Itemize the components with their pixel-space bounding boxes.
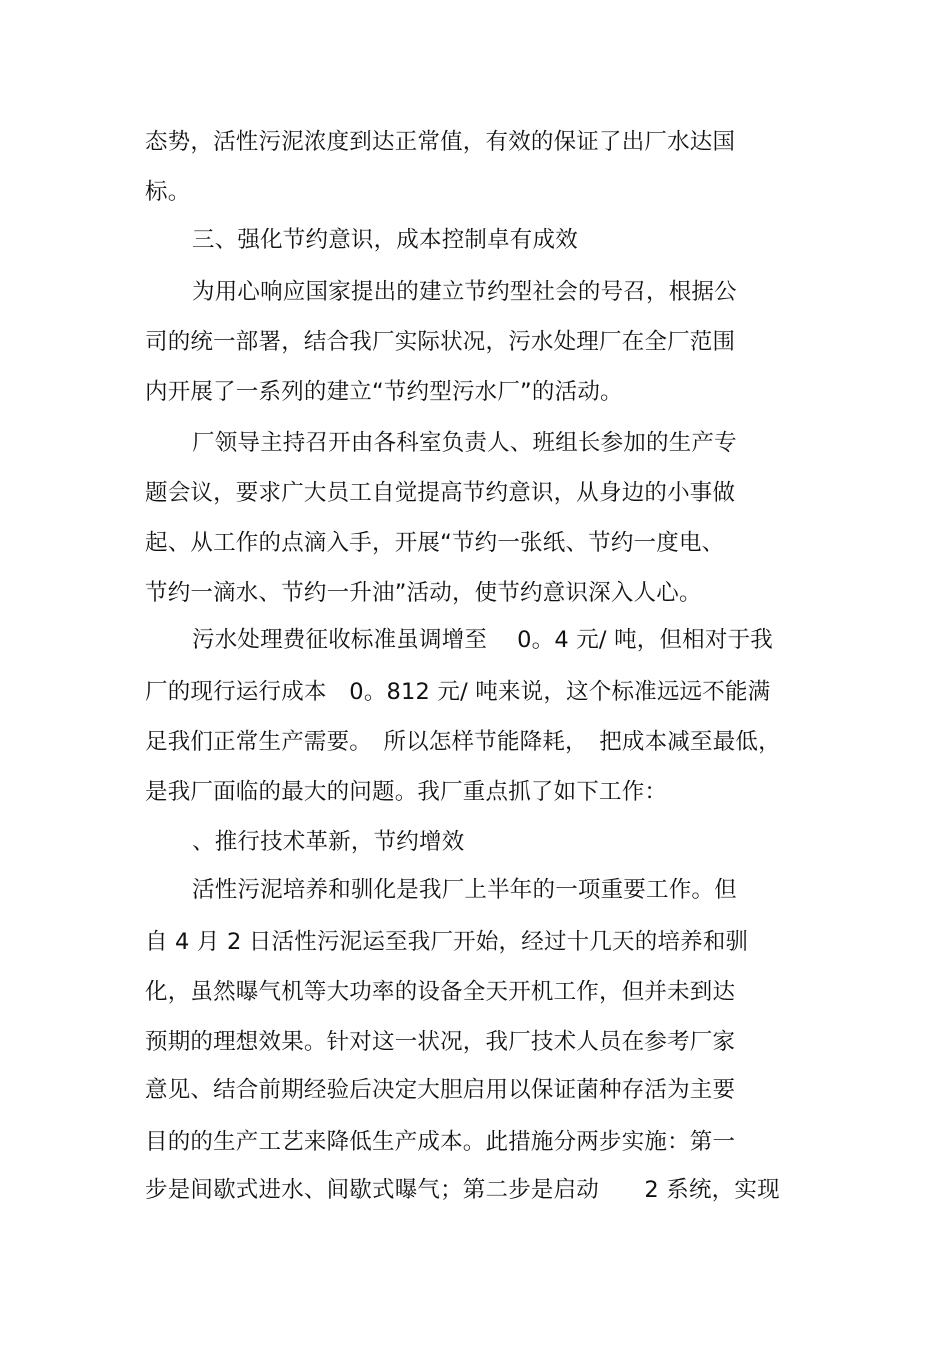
text-line: 起、从工作的点滴入手，开展“节约一张纸、节约一度电、 [145, 530, 725, 556]
text-line: 节约一滴水、节约一升油”活动，使节约意识深入人心。 [145, 580, 702, 606]
text-line: 为用心响应国家提出的建立节约型社会的号召，根据公 [192, 279, 737, 305]
text-line: 司的统一部署，结合我厂实际状况，污水处理厂在全厂范围 [145, 329, 736, 355]
text-line: 预期的理想效果。针对这一状况，我厂技术人员在参考厂家 [145, 1029, 736, 1055]
text-line: 活性污泥培养和驯化是我厂上半年的一项重要工作。但 [192, 877, 737, 903]
text-line: 化，虽然曝气机等大功率的设备全天开机工作，但并未到达 [145, 979, 736, 1005]
section-heading: 三、强化节约意识，成本控制卓有成效 [192, 227, 578, 253]
text-line: 态势，活性污泥浓度到达正常值，有效的保证了出厂水达国 [145, 129, 736, 155]
text-line: 题会议，要求广大员工自觉提高节约意识，从身边的小事做 [145, 480, 736, 506]
text-line: 厂领导主持召开由各科室负责人、班组长参加的生产专 [192, 430, 737, 456]
text-line: 是我厂面临的最大的问题。我厂重点抓了如下工作： [145, 779, 668, 805]
text-line: 目的的生产工艺来降低生产成本。此措施分两步实施：第一 [145, 1129, 736, 1155]
text-line: 标。 [145, 179, 191, 205]
text-line: 步是间歇式进水、间歇式曝气；第二步是启动 2 系统，实现 [145, 1177, 780, 1203]
text-line: 自 4 月 2 日活性污泥运至我厂开始，经过十几天的培养和驯 [145, 929, 749, 955]
text-line: 内开展了一系列的建立“节约型污水厂”的活动。 [145, 379, 623, 405]
subsection-heading: 、推行技术革新，节约增效 [192, 829, 465, 855]
text-line: 意见、结合前期经验后决定大胆启用以保证菌种存活为主要 [145, 1077, 736, 1103]
text-line: 污水处理费征收标准虽调增至 0。4 元/ 吨，但相对于我 [192, 627, 773, 653]
text-line: 厂的现行运行成本 0。812 元/ 吨来说，这个标准远远不能满 [145, 679, 771, 705]
text-line: 足我们正常生产需要。 所以怎样节能降耗， 把成本减至最低， [145, 729, 781, 755]
